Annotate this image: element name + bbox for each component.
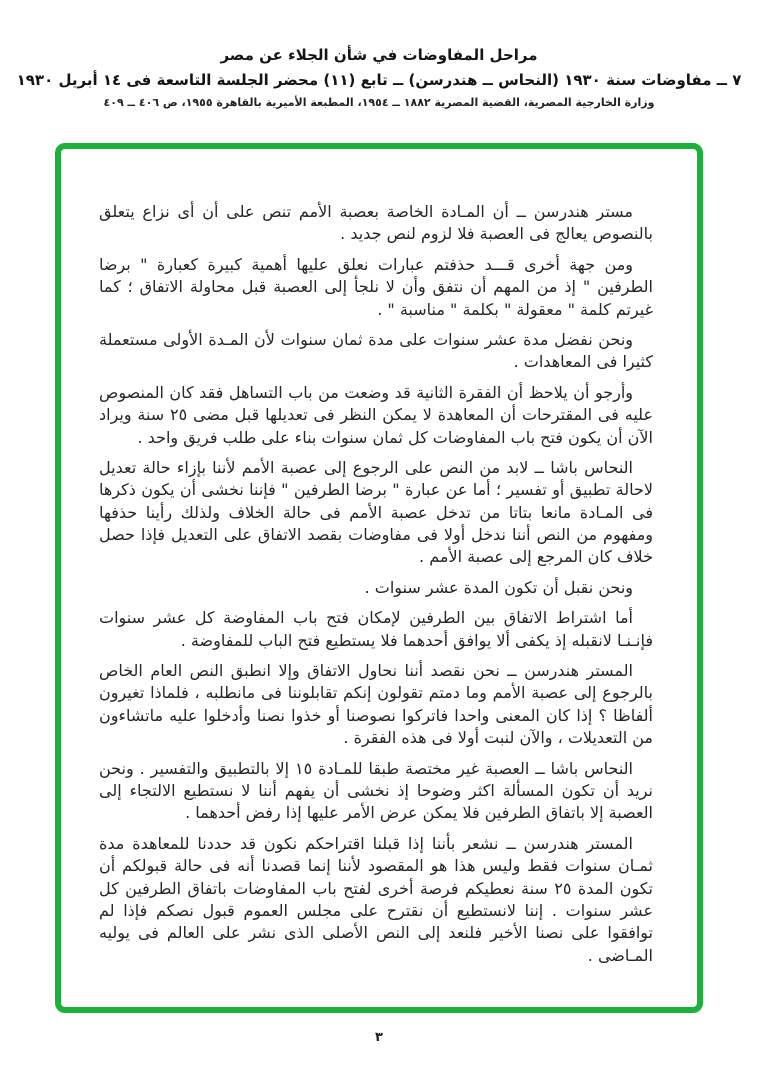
paragraph: النحاس باشا ــ العصبة غير مختصة طبقا للمـادة ١٥ إلا بالتطبيق والتفسير . ونحن نريد أن تكون المسألة اكثر وضوحا إذ نخشى أن يفهم أننا لا نستطيع الالتجاء إلى العصبة إلا باتفاق الطرفين فلا يمكن عرض الأمر عليها إذا رفض أحدهما .: [99, 758, 653, 823]
document-subtitle: ٧ ــ مفاوضات سنة ١٩٣٠ (النحاس ــ هندرسن) ــ تابع (١١) محضر الجلسة التاسعة فى ١٤ أبريل ١٩٣٠: [16, 71, 742, 89]
green-highlight-frame: [55, 143, 703, 1013]
paragraph: ونحن نقبل أن تكون المدة عشر سنوات .: [364, 577, 633, 597]
paragraph: ونحن نفضل مدة عشر سنوات على مدة ثمان سنوات لأن المـدة الأولى مستعملة كثيرا فى المعاهدات .: [99, 329, 653, 372]
paragraph: المستر هندرسن ــ نشعر بأننا إذا قبلنا اقتراحكم نكون قد حددنا للمعاهدة مدة ثمـان سنوات فقط وليس هذا هو المقصود لأننا إنما قصدنا أنه فى حالة قبولكم أن تكون المدة ٢٥ سنة نعطيكم فرصة أخرى لفتح باب المفاوضات باتفاق الطرفين كل عشر سنوات . إننا لانستطيع أن نقترح على مجلس العموم قبول نصكم فإذا لم توافقوا على نصنا الأخير فلنعد إلى النص الأصلى الذى نشر على العالم فى يوليه المـاضى .: [99, 833, 654, 965]
paragraph: أما اشتراط الاتفاق بين الطرفين لإمكان فتح باب المفاوضة كل عشر سنوات فإنـنـا لانقبله إذ يكفى ألا يوافق أحدهما فلا يستطيع فتح الباب للمفاوضة .: [99, 608, 653, 650]
paragraph: وأرجو أن يلاحظ أن الفقرة الثانية قد وضعت من باب التساهل فقد كان المنصوص عليه فى المقترحات أن المعاهدة لا يمكن النظر فى تعديلها قبل مضى ٢٥ سنة ويراد الآن أن يكون فتح باب المفاوضات كل ثمان سنوات بناء على طلب فريق واحد .: [99, 382, 653, 447]
document-source-citation: وزارة الخارجية المصرية، القضية المصرية ١٨٨٢ ــ ١٩٥٤، المطبعة الأميرية بالقاهرة ١٩٥٥، ص ٤٠٦ ــ ٤٠٩: [103, 96, 655, 109]
paragraph: ومن جهة أخرى قـــد حذفتم عبارات نعلق عليها أهمية كبيرة كعبارة " برضا الطرفين " إذ من المهم أن نتفق وأن لا نلجأ إلى العصبة قبل محاولة الاتفاق ؛ كما غيرتم كلمة " معقولة " بكلمة " مناسبة " .: [99, 254, 653, 319]
document-body-text: [61, 149, 697, 967]
document-title: مراحل المفاوضات في شأن الجلاء عن مصر: [220, 46, 538, 64]
paragraph: مستر هندرسن ــ أن المـادة الخاصة بعصبة الأمم تنص على أن أى نزاع يتعلق بالنصوص يعالج فى العصبة فلا لزوم لنص جديد .: [99, 202, 653, 244]
document-header: [0, 46, 758, 109]
page-number: ٣: [375, 1030, 383, 1045]
paragraph: النحاس باشا ــ لابد من النص على الرجوع إلى عصبة الأمم لأننا بإزاء حالة تعديل لاحالة تطبيق أو تفسير ؛ أما عن عبارة " برضا الطرفين " فإننا نخشى أن يكون ذكرها فى المـادة مانعا بتاتا من تدخل عصبة الأمم فى حالة الخلاف ولذلك رأينا حذفها ومفهوم من النص أننا ندخل أولا فى مفاوضات بقصد الاتفاق على التعديل فإذا حصل خلاف كان المرجع إلى عصبة الأمم .: [99, 457, 653, 567]
paragraph: المستر هندرسن ــ نحن نقصد أننا نحاول الاتفاق وإلا انطبق النص العام الخاص بالرجوع إلى عصبة الأمم وما دمتم تقولون إنكم تقابلوننا فى مانطلبه ، فلماذا تغيرون ألفاظا ؟ إذا كان المعنى واحدا فاتركوا نصوصنا أو خذوا نصنا وأدخلوا عليه ماتشاءون من التعديلات ، والآن لنبت أولا فى هذه الفقرة .: [99, 661, 653, 748]
